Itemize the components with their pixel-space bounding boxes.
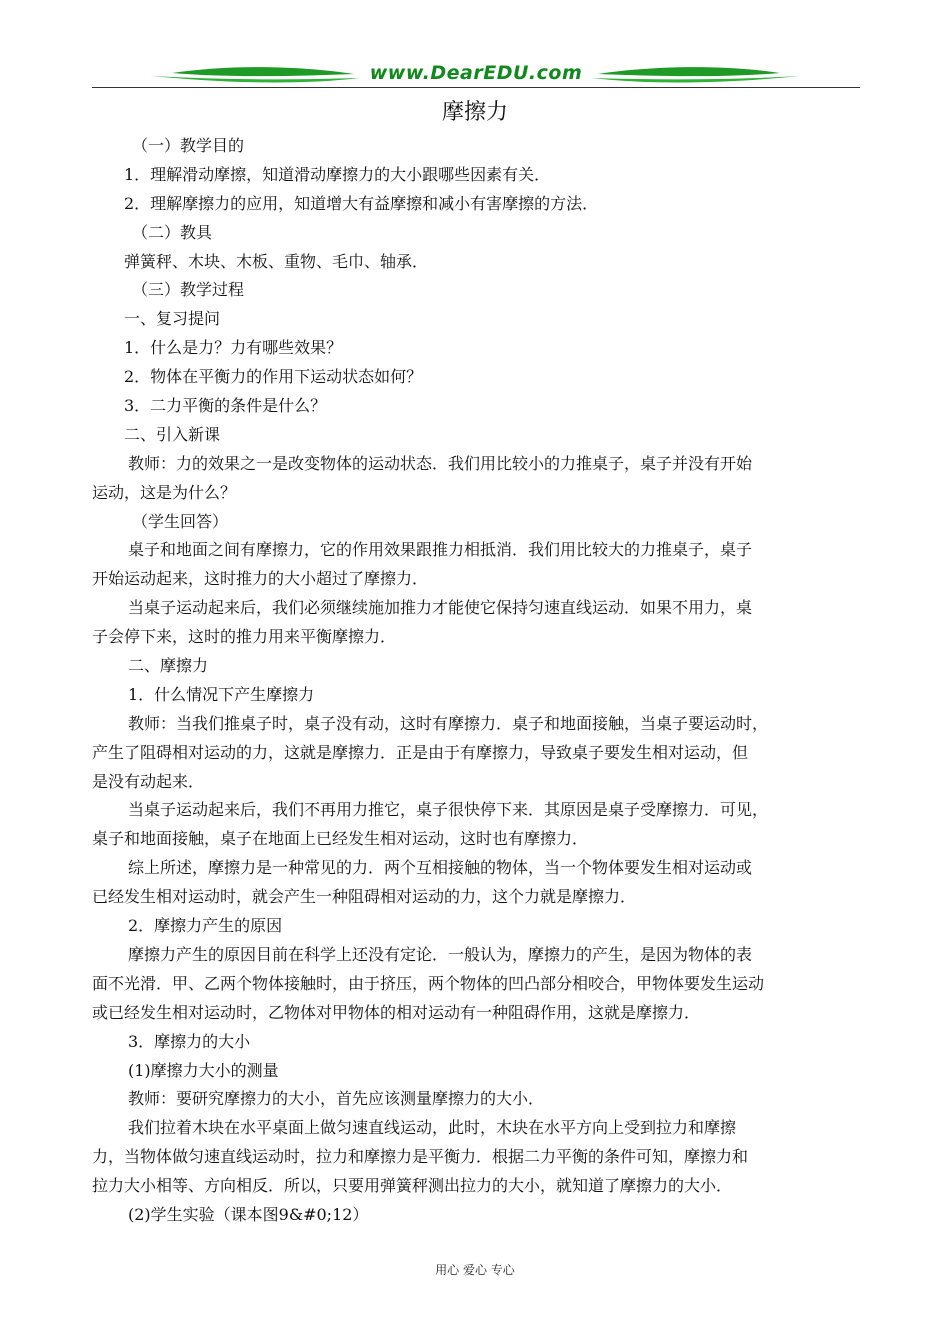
section-heading: 二、引入新课 bbox=[124, 424, 221, 444]
paragraph-line: 或已经发生相对运动时，乙物体对甲物体的相对运动有一种阻碍作用，这就是摩擦力． bbox=[92, 1002, 701, 1022]
paragraph-line: 桌子和地面之间有摩擦力，它的作用效果跟推力相抵消．我们用比较大的力推桌子，桌子 bbox=[128, 540, 753, 560]
paragraph-line: 教师：当我们推桌子时，桌子没有动，这时有摩擦力．桌子和地面接触，当桌子要运动时， bbox=[128, 713, 769, 733]
paragraph-line: 我们拉着木块在水平桌面上做匀速直线运动，此时，木块在水平方向上受到拉力和摩擦 bbox=[128, 1118, 737, 1138]
list-item: 1．理解滑动摩擦，知道滑动摩擦力的大小跟哪些因素有关． bbox=[124, 164, 551, 184]
list-item: 2．理解摩擦力的应用，知道增大有益摩擦和减小有害摩擦的方法． bbox=[124, 193, 599, 213]
paragraph-line: 产生了阻碍相对运动的力，这就是摩擦力．正是由于有摩擦力，导致桌子要发生相对运动，但 bbox=[92, 742, 749, 762]
paragraph-line: (2)学生实验（课本图9&#0;12） bbox=[128, 1204, 369, 1224]
paragraph-line: 运动，这是为什么？ bbox=[92, 482, 237, 502]
subsection-heading: 1．什么情况下产生摩擦力 bbox=[128, 684, 315, 704]
subsection-heading: (1)摩擦力大小的测量 bbox=[128, 1060, 279, 1080]
page-footer: 用心 爱心 专心 bbox=[435, 1263, 515, 1277]
paragraph-line: 力，当物体做匀速直线运动时，拉力和摩擦力是平衡力．根据二力平衡的条件可知，摩擦力和 bbox=[92, 1147, 749, 1167]
paragraph-line: 当桌子运动起来后，我们必须继续施加推力才能使它保持匀速直线运动．如果不用力，桌 bbox=[128, 598, 753, 618]
paragraph-line: 面不光滑．甲、乙两个物体接触时，由于挤压，两个物体的凹凸部分相咬合，甲物体要发生运动 bbox=[92, 973, 765, 993]
section-heading: 二、摩擦力 bbox=[128, 656, 209, 676]
paragraph-line: 开始运动起来，这时推力的大小超过了摩擦力． bbox=[92, 569, 429, 589]
list-item: 3．二力平衡的条件是什么？ bbox=[124, 396, 327, 416]
paragraph-line: 综上所述，摩擦力是一种常见的力．两个互相接触的物体，当一个物体要发生相对运动或 bbox=[128, 858, 753, 878]
section-heading: （一）教学目的 bbox=[132, 136, 245, 155]
paragraph-line: 是没有动起来． bbox=[92, 771, 205, 791]
paragraph-line: （学生回答） bbox=[132, 511, 229, 531]
paragraph-line: 教师：力的效果之一是改变物体的运动状态．我们用比较小的力推桌子，桌子并没有开始 bbox=[128, 453, 753, 473]
header-divider bbox=[92, 87, 860, 88]
subsection-heading: 2．摩擦力产生的原因 bbox=[128, 916, 283, 936]
page-title: 摩擦力 bbox=[441, 100, 508, 125]
subsection-heading: 3．摩擦力的大小 bbox=[128, 1031, 251, 1051]
paragraph-line: 弹簧秤、木块、木板、重物、毛巾、轴承． bbox=[124, 251, 429, 271]
list-item: 1．什么是力？力有哪些效果？ bbox=[124, 338, 343, 358]
paragraph-line: 已经发生相对运动时，就会产生一种阻碍相对运动的力，这个力就是摩擦力． bbox=[92, 887, 637, 907]
paragraph-line: 教师：要研究摩擦力的大小，首先应该测量摩擦力的大小． bbox=[128, 1089, 545, 1109]
section-heading: （三）教学过程 bbox=[132, 280, 245, 300]
document-body bbox=[92, 132, 862, 1230]
site-logo-text[interactable]: www.DearEDU.com bbox=[369, 62, 583, 84]
section-heading: 一、复习提问 bbox=[124, 309, 221, 329]
paragraph-line: 摩擦力产生的原因目前在科学上还没有定论．一般认为，摩擦力的产生，是因为物体的表 bbox=[128, 944, 753, 964]
list-item: 2．物体在平衡力的作用下运动状态如何？ bbox=[124, 367, 423, 387]
paragraph-line: 当桌子运动起来后，我们不再用力推它，桌子很快停下来．其原因是桌子受摩擦力．可见， bbox=[128, 800, 769, 820]
paragraph-line: 拉力大小相等、方向相反．所以，只要用弹簧秤测出拉力的大小，就知道了摩擦力的大小． bbox=[92, 1176, 733, 1196]
paragraph-line: 桌子和地面接触，桌子在地面上已经发生相对运动，这时也有摩擦力． bbox=[92, 829, 589, 849]
paragraph-line: 子会停下来，这时的推力用来平衡摩擦力． bbox=[92, 627, 397, 647]
section-heading: （二）教具 bbox=[132, 222, 213, 242]
